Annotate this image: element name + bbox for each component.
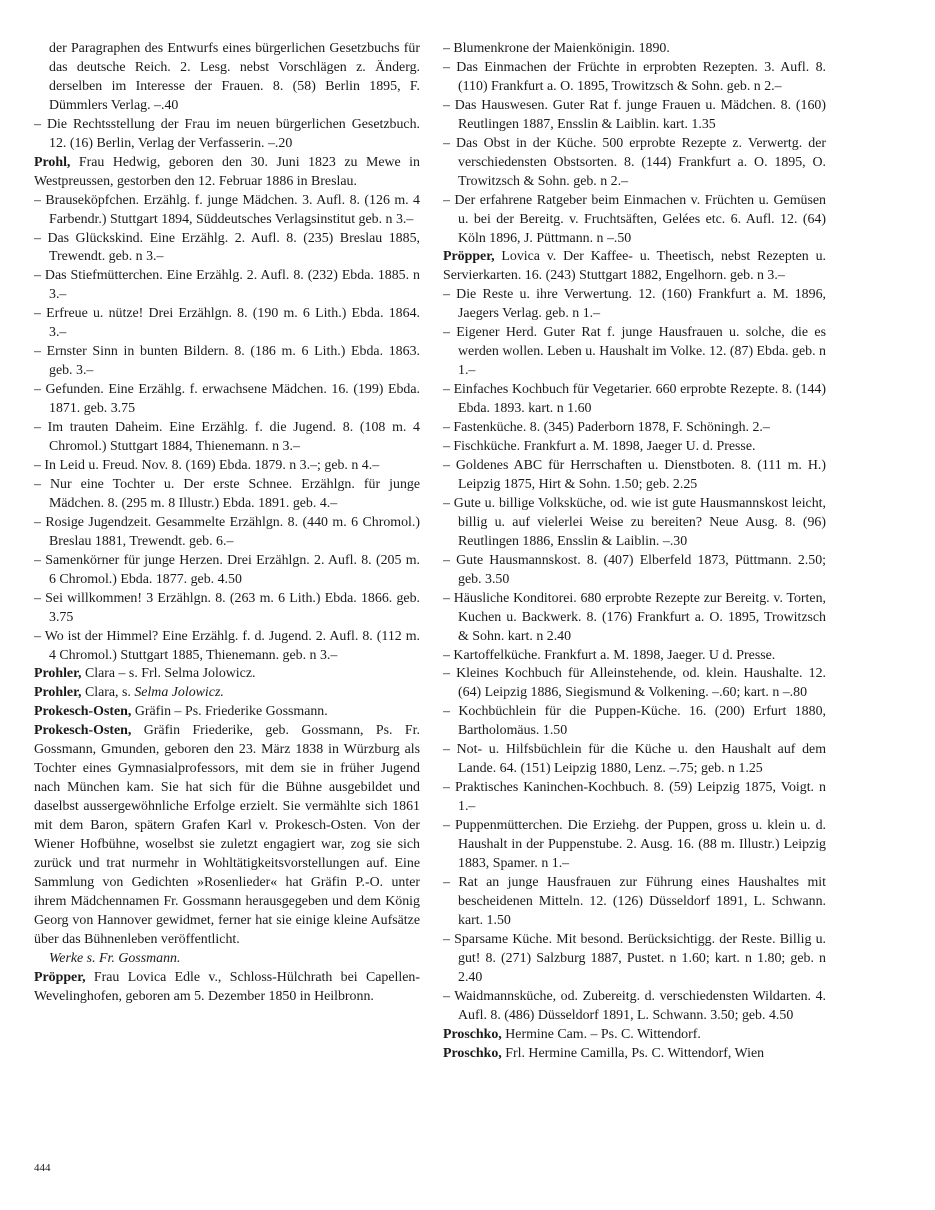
author-entry	[443, 1026, 826, 1045]
work-entry: – Kleines Kochbuch für Alleinstehende, od. klein. Haushalte. 12. (64) Leipzig 1886, Siegismund & Volkening. –.60; kart. n –.80	[443, 666, 826, 701]
author-details: Hermine Cam. – Ps. C. Wittendorf.	[501, 1026, 701, 1042]
right-column	[443, 40, 826, 1165]
work-entry: – Fischküche. Frankfurt a. M. 1898, Jaeger U. d. Presse.	[443, 439, 756, 455]
work-entry: – Der erfahrene Ratgeber beim Einmachen v. Früchten u. Gemüsen u. bei der Bereitg. v. Fruchtsäften, Gelées etc. 6. Aufl. 12. (64) Köln 1896, J. Püttmann. n –.50	[443, 192, 826, 246]
author-name: Pröpper,	[34, 969, 86, 985]
author-entry	[443, 248, 826, 286]
work-entry: – Praktisches Kaninchen-Kochbuch. 8. (59) Leipzig 1875, Voigt. n 1.–	[443, 780, 826, 815]
work-entry: – Das Einmachen der Früchte in erprobten Rezepten. 3. Aufl. 8. (110) Frankfurt a. O. 1895, Trowitzsch & Sohn. geb. n 2.–	[443, 59, 826, 94]
work-entry: – Gute u. billige Volksküche, od. wie ist gute Hausmannskost leicht, billig u. auf vielerlei Weise zu bereiten? Neue Ausg. 8. (96) Reutlingen 1886, Ensslin & Laiblin. –.30	[443, 495, 826, 549]
work-entry: – In Leid u. Freud. Nov. 8. (169) Ebda. 1879. n 3.–; geb. n 4.–	[34, 457, 380, 473]
author-details: Gräfin – Ps. Friederike Gossmann.	[131, 704, 328, 720]
work-entry: – Nur eine Tochter u. Der erste Schnee. Erzählgn. für junge Mädchen. 8. (295 m. 8 Illustr.) Ebda. 1891. geb. 4.–	[34, 476, 420, 511]
author-entry	[34, 969, 420, 1007]
left-column	[34, 40, 420, 1165]
author-name: Prokesch-Osten,	[34, 704, 132, 720]
work-entry: – Das Obst in der Küche. 500 erprobte Rezepte z. Verwertg. der verschiedensten Obstsorten. 8. (144) Frankfurt a. O. 1895, O. Trowitzsch & Sohn. geb. n 2.–	[443, 135, 826, 189]
work-entry: – Gefunden. Eine Erzählg. f. erwachsene Mädchen. 16. (199) Ebda. 1871. geb. 3.75	[34, 382, 420, 417]
work-entry: – Puppenmütterchen. Die Erziehg. der Puppen, gross u. klein u. d. Haushalt in der Puppenstube. 2. Ausg. 16. (88 m. Illustr.) Leipzig 1883, Spamer. n 1.–	[443, 818, 826, 871]
author-details: Frau Hedwig, geboren den 30. Juni 1823 zu Mewe in Westpreussen, gestorben den 12. Februar 1886 in Breslau.	[34, 154, 420, 189]
author-entry	[34, 154, 420, 192]
author-name: Prohl,	[34, 154, 71, 170]
work-entry: – Samenkörner für junge Herzen. Drei Erzählgn. 2. Aufl. 8. (205 m. 6 Chromol.) Ebda. 1877. geb. 4.50	[34, 552, 420, 587]
page-number: 444	[34, 1162, 51, 1174]
work-entry: – Kartoffelküche. Frankfurt a. M. 1898, Jaeger. U d. Presse.	[443, 647, 776, 663]
work-entry: – Sparsame Küche. Mit besond. Berücksichtigg. der Reste. Billig u. gut! 8. (271) Salzburg 1887, Pustet. n 1.60; kart. n 1.80; geb. n 2.40	[443, 931, 826, 985]
work-entry: – Not- u. Hilfsbüchlein für die Küche u. den Haushalt auf dem Lande. 64. (151) Leipzig 1880, Lenz. –.75; geb. n 1.25	[443, 742, 826, 777]
work-entry: – Sei willkommen! 3 Erzählgn. 8. (263 m. 6 Lith.) Ebda. 1866. geb. 3.75	[34, 590, 420, 625]
author-details: Clara, s.	[81, 685, 135, 701]
work-entry: – Ernster Sinn in bunten Bildern. 8. (186 m. 6 Lith.) Ebda. 1863. geb. 3.–	[34, 344, 420, 379]
work-entry: – Häusliche Konditorei. 680 erprobte Rezepte zur Bereitg. v. Torten, Kuchen u. Backwerk. 8. (176) Frankfurt a. O. 1895, Trowitzsch & Sohn. kart. n 2.40	[443, 590, 826, 644]
author-details: Frl. Hermine Camilla, Ps. C. Wittendorf, Wien	[501, 1045, 765, 1061]
work-entry: – Erfreue u. nütze! Drei Erzählgn. 8. (190 m. 6 Lith.) Ebda. 1864. 3.–	[34, 306, 420, 341]
author-name: Pröpper,	[443, 249, 495, 265]
work-entry: – Die Reste u. ihre Verwertung. 12. (160) Frankfurt a. M. 1896, Jaegers Verlag. geb. n 1.–	[443, 287, 826, 322]
work-entry: – Die Rechtsstellung der Frau im neuen bürgerlichen Gesetzbuch. 12. (16) Berlin, Verlag der Verfasserin. –.20	[34, 116, 420, 151]
author-name: Prohler,	[34, 666, 82, 682]
work-entry: – Das Stiefmütterchen. Eine Erzählg. 2. Aufl. 8. (232) Ebda. 1885. n 3.–	[34, 268, 420, 303]
work-entry: – Wo ist der Himmel? Eine Erzählg. f. d. Jugend. 2. Aufl. 8. (112 m. 4 Chromol.) Stuttgart 1885, Thienemann. geb. n 3.–	[34, 628, 420, 663]
work-entry: – Eigener Herd. Guter Rat f. junge Hausfrauen u. solche, die es werden wollen. Leben u. Haushalt im Volke. 12. (87) Ebda. geb. n 1.–	[443, 325, 826, 379]
works-reference: Werke s. Fr. Gossmann.	[49, 950, 181, 966]
author-details: Lovica v. Der Kaffee- u. Theetisch, nebst Rezepten u. Servierkarten. 16. (243) Stuttgart 1882, Engelhorn. geb. n 3.–	[443, 249, 826, 284]
work-entry: – Das Glückskind. Eine Erzählg. 2. Aufl. 8. (235) Breslau 1885, Trewendt. geb. n 3.–	[34, 230, 420, 265]
work-entry: – Das Hauswesen. Guter Rat f. junge Frauen u. Mädchen. 8. (160) Reutlingen 1887, Ensslin & Laiblin. kart. 1.35	[443, 97, 826, 132]
author-details: Gräfin Friederike, geb. Gossmann, Ps. Fr. Gossmann, Gmunden, geboren den 23. März 1838 in Würzburg als Tochter eines Gymnasialprofessors, mit dem sie in früher Jugend nach München kam. Sie hat sich für die Bühne ausgebildet und daselbst aussergewöhnliche Erfolge erzielt. Sie vermählte sich 1861 mit dem Baron, spätern Grafen Karl v. Prokesch-Osten. Von der Wiener Hofbühne, woselbst sie zuletzt engagiert war, zog sie sich zurück und trat nurmehr in Wohltätigkeitsvorstellungen auf. Eine Sammlung von Gedichten »Rosenlieder« hat Gräfin P.-O. unter ihrem Mädchennamen Fr. Gossmann herausgegeben und dem König Georg von Hannover gewidmet, ferner hat sie einige kleine Aufsätze über das Bühnenleben veröffentlicht.	[34, 723, 420, 947]
author-entry	[34, 722, 420, 949]
work-entry: – Gute Hausmannskost. 8. (407) Elberfeld 1873, Püttmann. 2.50; geb. 3.50	[443, 552, 826, 587]
author-details: Clara – s. Frl. Selma Jolowicz.	[81, 666, 256, 682]
author-entry	[34, 684, 420, 703]
work-entry: – Goldenes ABC für Herrschaften u. Dienstboten. 8. (111 m. H.) Leipzig 1875, Hirt & Sohn. 1.50; geb. 2.25	[443, 457, 826, 492]
author-entry	[443, 1045, 826, 1064]
entry-continuation: der Paragraphen des Entwurfs eines bürgerlichen Gesetzbuchs für das deutsche Reich. 2. Lesg. nebst Vorschlägen z. Änderg. derselben im Interesse der Frauen. 8. (58) Berlin 1895, F. Dümmlers Verlag. –.40	[49, 41, 420, 113]
work-entry: – Fastenküche. 8. (345) Paderborn 1878, F. Schöningh. 2.–	[443, 420, 770, 436]
work-entry: – Rosige Jugendzeit. Gesammelte Erzählgn. 8. (440 m. 6 Chromol.) Breslau 1881, Trewendt. geb. 6.–	[34, 514, 420, 549]
author-name: Proschko,	[443, 1026, 502, 1042]
work-entry: – Brauseköpfchen. Erzählg. f. junge Mädchen. 3. Aufl. 8. (126 m. 4 Farbendr.) Stuttgart 1894, Süddeutsches Verlagsinstitut geb. n 3.–	[34, 192, 420, 227]
cross-reference: Selma Jolowicz.	[134, 685, 224, 701]
author-entry	[34, 665, 420, 684]
work-entry: – Im trauten Daheim. Eine Erzählg. f. die Jugend. 8. (108 m. 4 Chromol.) Stuttgart 1884, Thienemann. n 3.–	[34, 420, 420, 455]
work-entry: – Kochbüchlein für die Puppen-Küche. 16. (200) Erfurt 1880, Bartholomäus. 1.50	[443, 704, 826, 739]
author-entry	[34, 703, 420, 722]
author-name: Prohler,	[34, 685, 82, 701]
work-entry: – Blumenkrone der Maienkönigin. 1890.	[443, 41, 670, 56]
author-name: Prokesch-Osten,	[34, 723, 132, 739]
work-entry: – Einfaches Kochbuch für Vegetarier. 660 erprobte Rezepte. 8. (144) Ebda. 1893. kart. n 1.60	[443, 382, 826, 417]
author-name: Proschko,	[443, 1045, 502, 1061]
work-entry: – Waidmannsküche, od. Zubereitg. d. verschiedensten Wildarten. 4. Aufl. 8. (486) Düsseldorf 1891, L. Schwann. 3.50; geb. 4.50	[443, 988, 826, 1023]
work-entry: – Rat an junge Hausfrauen zur Führung eines Haushaltes mit bescheidenen Mitteln. 12. (126) Düsseldorf 1891, L. Schwann. kart. 1.50	[443, 874, 826, 928]
author-details: Frau Lovica Edle v., Schloss-Hülchrath bei Capellen-Wevelinghofen, geboren am 5. Dezember 1850 in Heilbronn.	[34, 969, 420, 1004]
